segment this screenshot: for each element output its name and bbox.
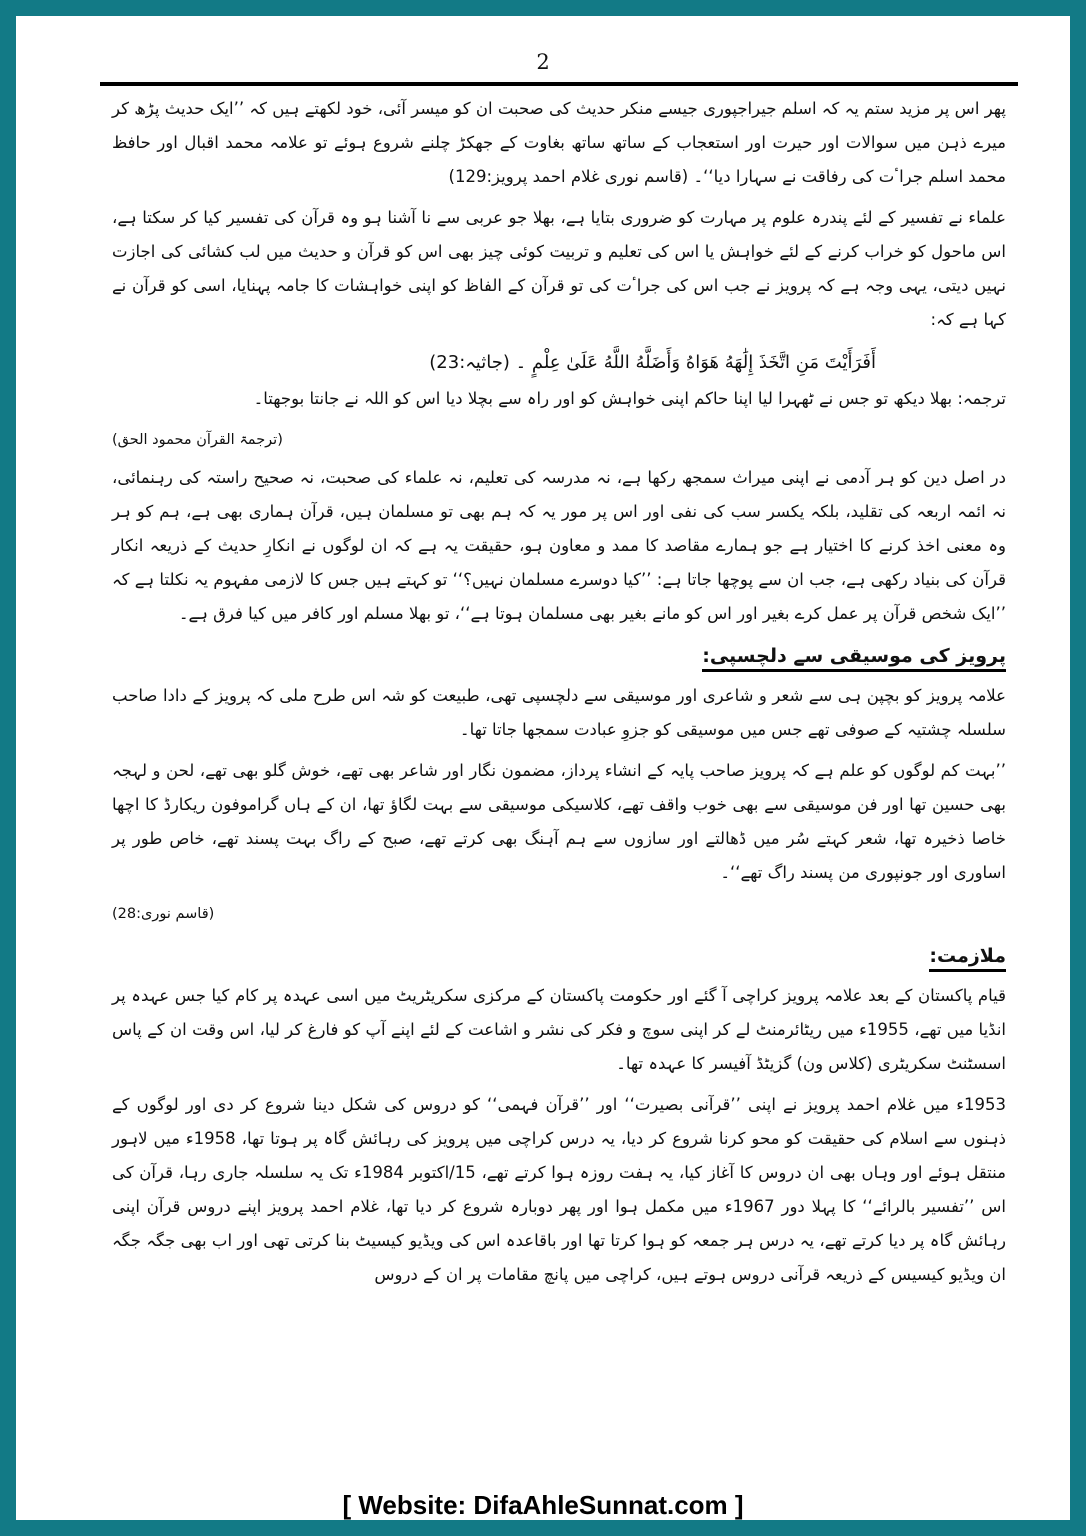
paragraph-job-1: قیام پاکستان کے بعد علامہ پرویز کراچی آ گئے اور حکومت پاکستان کے مرکزی سکریٹریٹ میں اسی عہدہ پر کام کیا جس عہدہ پر انڈیا میں تھے، 1955ء میں ریٹائرمنٹ لے کر اپنی سوچ و فکر کی نشر و اشاعت کے لئے اپنے آپ کو فارغ کر لیا، اس وقت ان کے پاس اسسٹنٹ سکریٹری (کلاس ون) گزیٹڈ آفیسر کا عہدہ تھا۔ bbox=[112, 986, 1006, 1073]
heading-music-text: پرویز کی موسیقی سے دلچسپی: bbox=[702, 645, 1006, 672]
translation-reference: (ترجمۃ القرآن محمود الحق) bbox=[112, 432, 283, 448]
quote-music-reference: (قاسم نوری:28) bbox=[112, 906, 215, 922]
heading-job-text: ملازمت: bbox=[929, 945, 1006, 972]
heading-job bbox=[112, 939, 1006, 973]
quote-music: ’’بہت کم لوگوں کو علم ہے کہ پرویز صاحب پایہ کے انشاء پرداز، مضمون نگار اور شاعر بھی تھے، خوش گلو بھی تھے، لحن و لہجہ بھی حسین تھا اور فن موسیقی سے بھی خوب واقف تھے، کلاسیکی موسیقی سے بہت لگاؤ تھا، ان کے ہاں گراموفون ریکارڈ کا اچھا خاصا ذخیرہ تھا، شعر کہتے سُر میں ڈھالتے اور سازوں سے ہم آہنگ بھی کرتے تھے، صبح کے راگ بہت پسند تھے، خاص طور پر اساوری اور جونپوری من پسند راگ تھے‘‘۔ bbox=[112, 761, 1006, 882]
page-number: 2 bbox=[536, 50, 550, 74]
paragraph-music: علامہ پرویز کو بچپن ہی سے شعر و شاعری اور موسیقی سے دلچسپی تھی، طبیعت کو شہ اس طرح ملی کہ پرویز کے دادا صاحب سلسلہ چشتیہ کے صوفی تھے جس میں موسیقی کو جزوِ عبادت سمجھا جاتا تھا۔ bbox=[112, 686, 1006, 739]
translation: ترجمہ: بھلا دیکھ تو جس نے ٹھہرا لیا اپنا حاکم اپنی خواہش کو اور راہ سے بچلا دیا اس کو اللہ نے جانتا بوجھتا۔ bbox=[253, 389, 1006, 408]
heading-music bbox=[112, 639, 1006, 673]
paragraph-1: پھر اس پر مزید ستم یہ کہ اسلم جیراجپوری جیسے منکر حدیث کی صحبت ان کو میسر آئی، خود لکھتے ہیں کہ ’’ایک حدیث پڑھ کر میرے ذہن میں سوالات اور حیرت اور استعجاب کے ساتھ ساتھ بغاوت کے جھکڑ چلنے شروع ہوئے تو علامہ محمد اقبال اور حافظ محمد اسلم جراٴت کی رفاقت نے سہارا دیا‘‘۔ (قاسم نوری غلام احمد پرویز:129) bbox=[112, 99, 1006, 186]
document-body bbox=[112, 92, 1006, 1299]
website-footer: [ Website: DifaAhleSunnat.com ] bbox=[342, 1490, 744, 1520]
paragraph-2: علماء نے تفسیر کے لئے پندرہ علوم پر مہارت کو ضروری بتایا ہے، بھلا جو عربی سے نا آشنا ہو وہ قرآن کی تفسیر کیا کر سکتا ہے، اس ماحول کو خراب کرنے کے لئے خواہش یا اس کی تعلیم و تربیت کوئی چیز بھی اس کو قرآن و حدیث میں لب کشائی کی اجازت نہیں دیتی، یہی وجہ ہے کہ پرویز نے جب اس کی جراٴت کی تو قرآن کے الفاظ کو اپنی خواہشات کا جامہ پہنایا، اسی کو قرآن نے کہا ہے کہ: bbox=[112, 208, 1006, 329]
paragraph-job-2: 1953ء میں غلام احمد پرویز نے اپنی ’’قرآنی بصیرت‘‘ اور ’’قرآن فہمی‘‘ کو دروس کی شکل دینا شروع کر دی اور لوگوں کے ذہنوں سے اسلام کی حقیقت کو محو کرنا شروع کر دیا، یہ درس کراچی میں پرویز کی رہائش گاہ پر ہوتا تھا، 1958ء میں لاہور منتقل ہوئے اور وہاں بھی ان دروس کا آغاز کیا، یہ ہفت روزہ ہوا کرتے تھے، 15/اکتوبر 1984ء تک یہ سلسلہ جاری رہا، قرآن کی اس ’’تفسیر بالرائے‘‘ کا پہلا دور 1967ء میں مکمل ہوا اور پھر دوبارہ شروع کر دیا تھا، غلام احمد پرویز اپنے دروس قرآن اپنی رہائش گاہ پر دیا کرتے تھے، یہ درس ہر جمعہ کو ہوا کرتا تھا اور باقاعدہ اس کی ویڈیو کیسیٹ بنا کرتی تھی اور اب بھی جگہ جگہ ان ویڈیو کیسیس کے ذریعہ قرآنی دروس ہوتے ہیں، کراچی میں پانچ مقامات پر ان کے دروس bbox=[112, 1095, 1006, 1284]
quran-verse: أَفَرَأَيْتَ مَنِ اتَّخَذَ إِلَٰهَهُ هَوَاهُ وَأَضَلَّهُ اللَّهُ عَلَىٰ عِلْمٍ ۔ (جاثیہ:23) bbox=[429, 352, 876, 373]
header-rule bbox=[100, 82, 1018, 86]
paragraph-3: در اصل دین کو ہر آدمی نے اپنی میراث سمجھ رکھا ہے، نہ مدرسہ کی تعلیم، نہ علماء کی صحبت، نہ صحیح راستہ کی رہنمائی، نہ ائمہ اربعہ کی تقلید، بلکہ یکسر سب کی نفی اور اس پر مور یہ کہ ہم بھی تو مسلمان ہیں، قرآن ہماری بھی ہے، ہم کو ہر وہ معنی اخذ کرنے کا اختیار ہے جو ہمارے مقاصد کا ممد و معاون ہو، حقیقت یہ ہے کہ ان لوگوں نے انکارِ حدیث کے ذریعہ انکار قرآن کی بنیاد رکھی ہے، جب ان سے پوچھا جاتا ہے: ’’کیا دوسرے مسلمان نہیں؟‘‘ تو کہتے ہیں جس کا لازمی مفہوم یہ نکلتا ہے کہ ’’ایک شخص قرآن پر عمل کرے بغیر اور اس کو مانے بغیر بھی مسلمان ہوتا ہے‘‘، تو بھلا مسلم اور کافر میں کیا فرق ہے۔ bbox=[112, 468, 1006, 623]
